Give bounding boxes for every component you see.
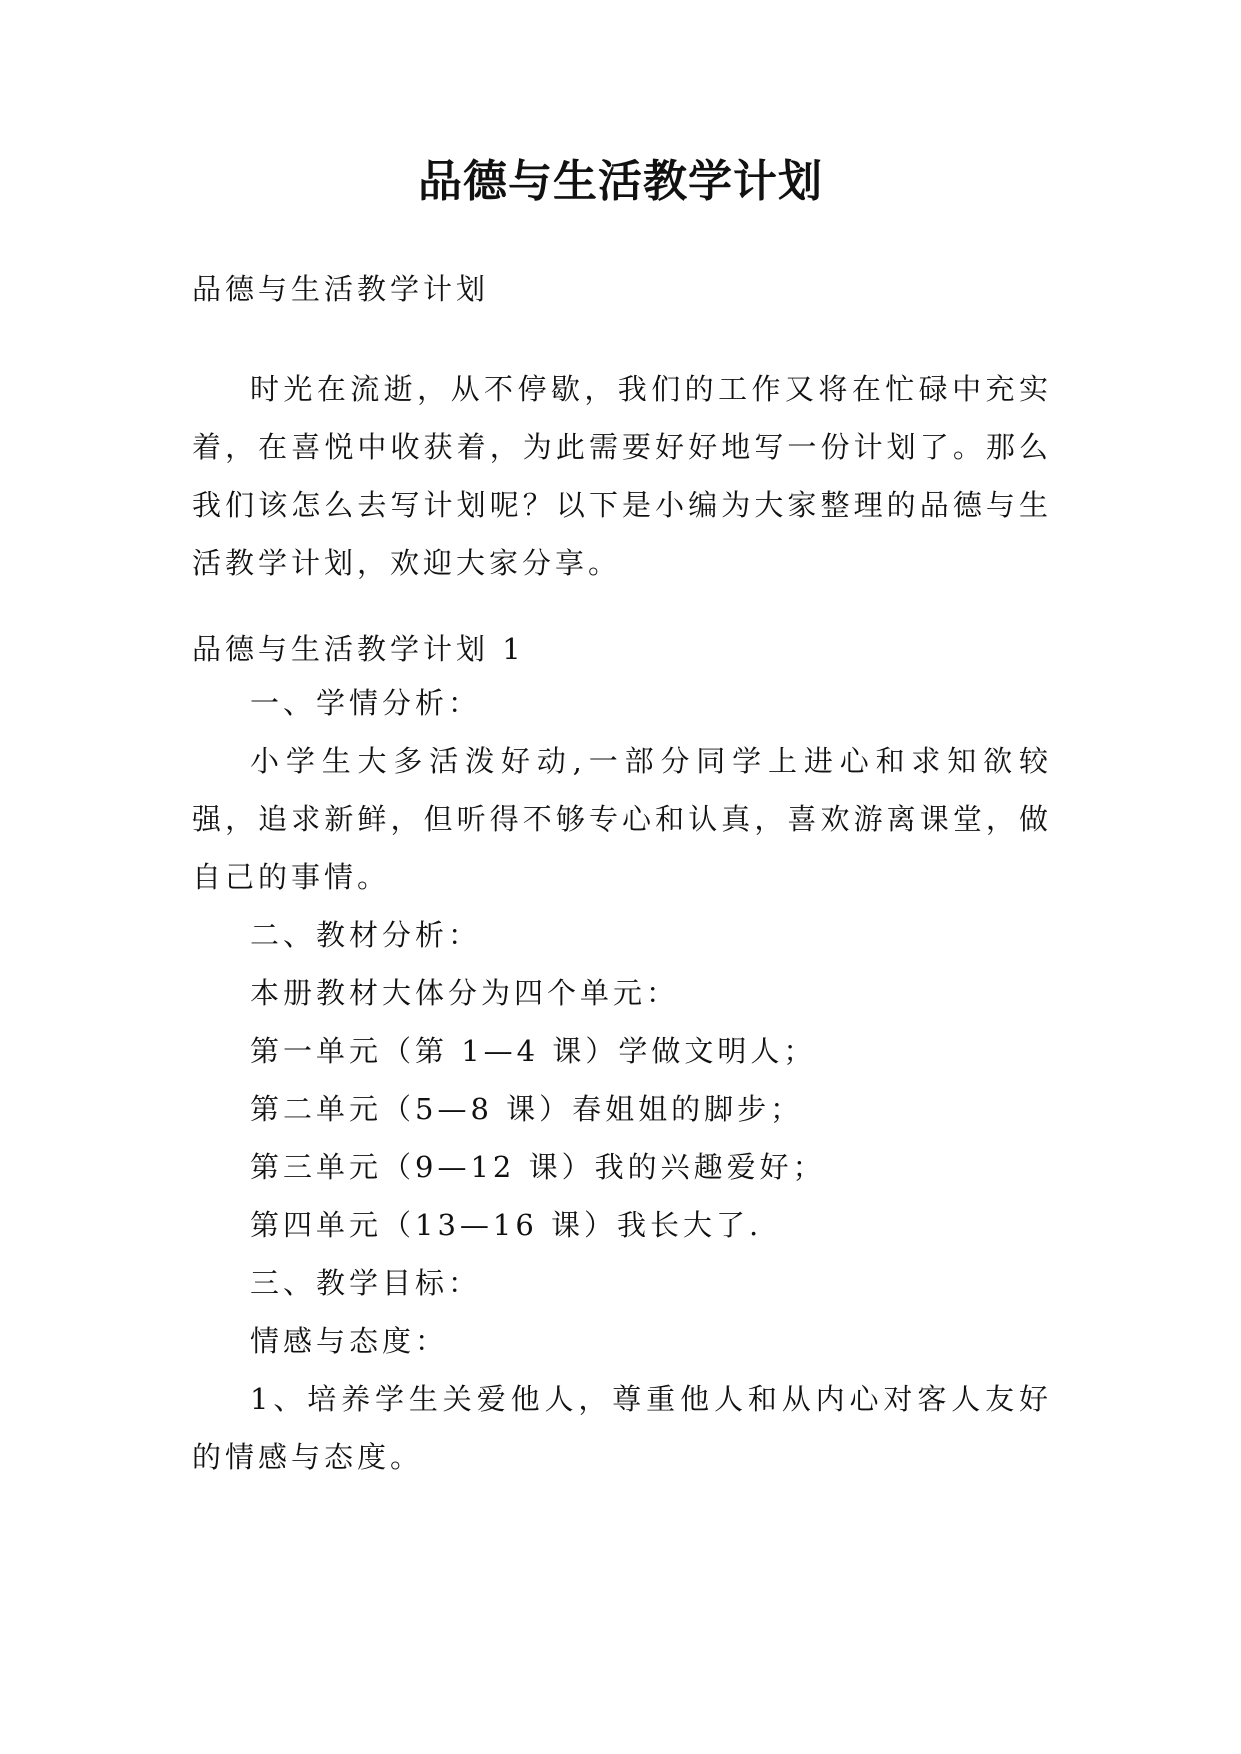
heading-material-analysis: 二、教材分析：	[250, 918, 482, 952]
section1-title: 品德与生活教学计划 1	[192, 632, 525, 666]
unit-3: 第三单元（9—12 课）我的兴趣爱好；	[250, 1150, 826, 1184]
heading-student-analysis: 一、学情分析：	[250, 686, 482, 720]
unit-4: 第四单元（13—16 课）我长大了.	[250, 1208, 763, 1242]
heading-teaching-goals: 三、教学目标：	[250, 1266, 482, 1300]
unit-1: 第一单元（第 1—4 课）学做文明人；	[250, 1034, 817, 1068]
student-analysis-text: 小学生大多活泼好动,一部分同学上进心和求知欲较强，追求新鲜，但听得不够专心和认真，喜欢游离课堂，做自己的事情。	[192, 744, 1052, 894]
subtitle-text: 品德与生活教学计划	[192, 272, 490, 306]
goal-1-text: 1、培养学生关爱他人，尊重他人和从内心对客人友好的情感与态度。	[192, 1382, 1052, 1474]
unit-2: 第二单元（5—8 课）春姐姐的脚步；	[250, 1092, 804, 1126]
document-subtitle	[192, 260, 1052, 318]
document-title: 品德与生活教学计划	[418, 156, 823, 207]
material-overview: 本册教材大体分为四个单元：	[250, 976, 680, 1010]
intro-paragraph	[192, 360, 1052, 592]
section-heading	[192, 620, 1052, 678]
intro-text: 时光在流逝，从不停歇，我们的工作又将在忙碌中充实着，在喜悦中收获着，为此需要好好地写一份计划了。那么我们该怎么去写计划呢？以下是小编为大家整理的品德与生活教学计划，欢迎大家分享。	[192, 372, 1052, 580]
section-body	[192, 674, 1052, 1486]
emotion-attitude-heading: 情感与态度：	[250, 1324, 449, 1358]
